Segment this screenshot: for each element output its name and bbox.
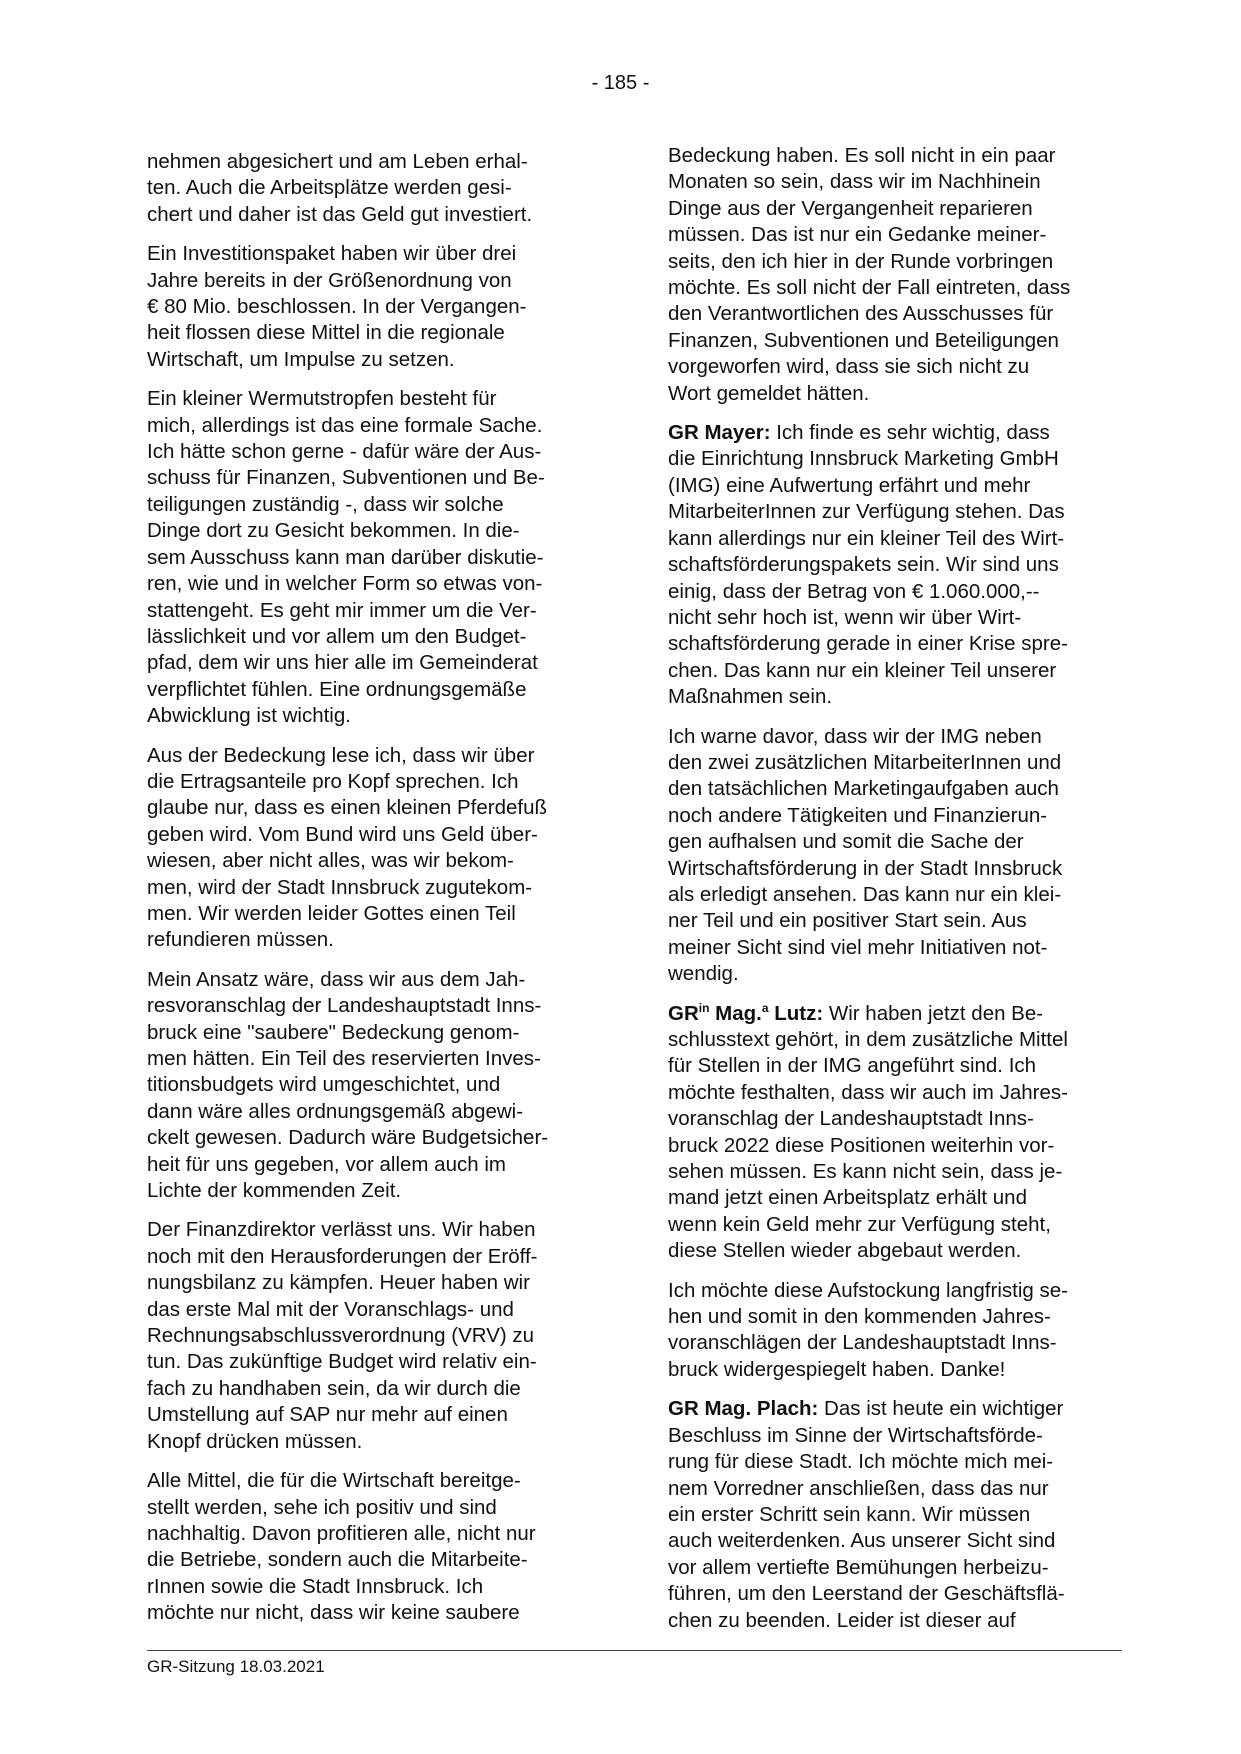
paragraph: Ich möchte diese Aufstockung langfristig se- hen und somit in den kommenden Jahres- voranschlägen der Landeshauptstadt Inns- bruck widergespiegelt haben. Danke!	[668, 1278, 1068, 1381]
speaker-name: GR Mag. Plach:	[668, 1397, 819, 1421]
speaker-name	[668, 1002, 823, 1025]
paragraph: nehmen abgesichert und am Leben erhal- ten. Auch die Arbeitsplätze werden gesi- chert und daher ist das Geld gut investiert.	[147, 150, 533, 226]
paragraph: Ein Investitionspaket haben wir über drei Jahre bereits in der Größenordnung von € 80 Mio. beschlossen. In der Vergangen- heit flossen diese Mittel in die regionale Wirtschaft, um Impulse zu setzen.	[147, 242, 527, 371]
left-column	[147, 142, 585, 1640]
speech-text: Das ist heute ein wichtiger Beschluss im Sinne der Wirtschaftsförde- rung für diese Stadt. Ich möchte mich mei- nem Vorredner anschließen, dass das nur ein erster Schritt sein kann. Wir müssen auch weiterdenken. Aus unserer Sicht sind vor allem vertiefte Bemühungen herbeizu- führen, um den Leerstand der Geschäftsflä- chen zu beenden. Leider ist dieser auf	[668, 1397, 1065, 1632]
footer-divider	[147, 1650, 1122, 1651]
speaker-name: GR Mayer:	[668, 421, 771, 445]
page-number: - 185 -	[591, 72, 650, 94]
paragraph: Ein kleiner Wermutstropfen besteht für mich, allerdings ist das eine formale Sache. Ich hätte schon gerne - dafür wäre der Aus- schuss für Finanzen, Subventionen und Be- teiligungen zuständig -, dass wir solche Dinge dort zu Gesicht bekommen. In die- sem Ausschuss kann man darüber diskutie- ren, wie und in welcher Form so etwas von- stattengeht. Es geht mir immer um die Ver- lässlichkeit und vor allem um den Budget- pfad, dem wir uns hier alle im Gemeinderat verpflichtet fühlen. Eine ordnungsgemäße Abwicklung ist wichtig.	[147, 387, 545, 728]
speaker-degree-suffix: a	[761, 1000, 769, 1015]
speech-plach	[668, 1396, 1106, 1634]
speaker-surname: Lutz:	[768, 1001, 824, 1025]
paragraph: Ich warne davor, dass wir der IMG neben den zwei zusätzlichen MitarbeiterInnen und den tatsächlichen Marketingaufgaben auch noch andere Tätigkeiten und Finanzierun- gen aufhalsen und somit die Sache der Wirtschaftsförderung in der Stadt Innsbruck als erledigt ansehen. Das kann nur ein klei- ner Teil und ein positiver Start sein. Aus meiner Sicht sind viel mehr Initiativen not- wendig.	[668, 724, 1063, 986]
paragraph: Mein Ansatz wäre, dass wir aus dem Jah- resvoranschlag der Landeshauptstadt Inns- bruck eine "saubere" Bedeckung genom- men hätten. Ein Teil des reservierten Inves- titionsbudgets wird umgeschichtet, und dann wäre alles ordnungsgemäß abgewi- ckelt gewesen. Dadurch wäre Budgetsicher- heit für uns gegeben, vor allem auch im Lichte der kommenden Zeit.	[147, 967, 549, 1203]
speaker-title-suffix: in	[698, 1000, 710, 1015]
speech-lutz	[668, 1001, 1106, 1265]
speech-mayer	[668, 420, 1106, 710]
speaker-title: GR	[668, 1001, 699, 1025]
paragraph: Der Finanzdirektor verlässt uns. Wir haben noch mit den Herausforderungen der Eröff- nungsbilanz zu kämpfen. Heuer haben wir das erste Mal mit der Voranschlags- und Rechnungsabschlussverordnung (VRV) zu tun. Das zukünftige Budget wird relativ ein- fach zu handhaben sein, da wir durch die Umstellung auf SAP nur mehr auf einen Knopf drücken müssen.	[147, 1218, 538, 1453]
paragraph: Bedeckung haben. Es soll nicht in ein paar Monaten so sein, dass wir im Nachhinein Dinge aus der Vergangenheit reparieren müssen. Das ist nur ein Gedanke meiner- seits, den ich hier in der Runde vorbringen möchte. Es soll nicht der Fall eintreten, dass den Verantwortlichen des Ausschusses für Finanzen, Subventionen und Beteiligungen vorgeworfen wird, dass sie sich nicht zu Wort gemeldet hätten.	[668, 144, 1071, 405]
right-column	[668, 143, 1106, 1647]
speaker-degree: Mag.	[709, 1001, 762, 1025]
speech-text: Wir haben jetzt den Be- schlusstext gehört, in dem zusätzliche Mittel für Stellen in der IMG angeführt sind. Ich möchte festhalten, dass wir auch im Jahres- voranschlag der Landeshauptstadt Inns- bruck 2022 diese Positionen weiterhin vor- sehen müssen. Es kann nicht sein, dass je- mand jetzt einen Arbeitsplatz erhält und wenn kein Geld mehr zur Verfügung steht, diese Stellen wieder abgebaut werden.	[668, 1001, 1068, 1263]
paragraph: Aus der Bedeckung lese ich, dass wir über die Ertragsanteile pro Kopf sprechen. Ich glaube nur, dass es einen kleinen Pferdefuß geben wird. Vom Bund wird uns Geld über- wiesen, aber nicht alles, was wir bekom- men, wird der Stadt Innsbruck zugutekom- men. Wir werden leider Gottes einen Teil refundieren müssen.	[147, 743, 548, 952]
paragraph: Alle Mittel, die für die Wirtschaft bereitge- stellt werden, sehe ich positiv und sind nachhaltig. Davon profitieren alle, nicht nur die Betriebe, sondern auch die Mitarbeite- rInnen sowie die Stadt Innsbruck. Ich möchte nur nicht, dass wir keine saubere	[147, 1469, 536, 1625]
footer-session: GR-Sitzung 18.03.2021	[147, 1657, 325, 1676]
speech-text: Ich finde es sehr wichtig, dass die Einrichtung Innsbruck Marketing GmbH (IMG) eine Aufwertung erfährt und mehr MitarbeiterInnen zur Verfügung stehen. Das kann allerdings nur ein kleiner Teil des Wirt- schaftsförderungspakets sein. Wir sind uns einig, dass der Betrag von € 1.060.000,-- nicht sehr hoch ist, wenn wir über Wirt- schaftsförderung gerade in einer Krise spre- chen. Das kann nur ein kleiner Teil unserer Maßnahmen sein.	[668, 421, 1068, 709]
